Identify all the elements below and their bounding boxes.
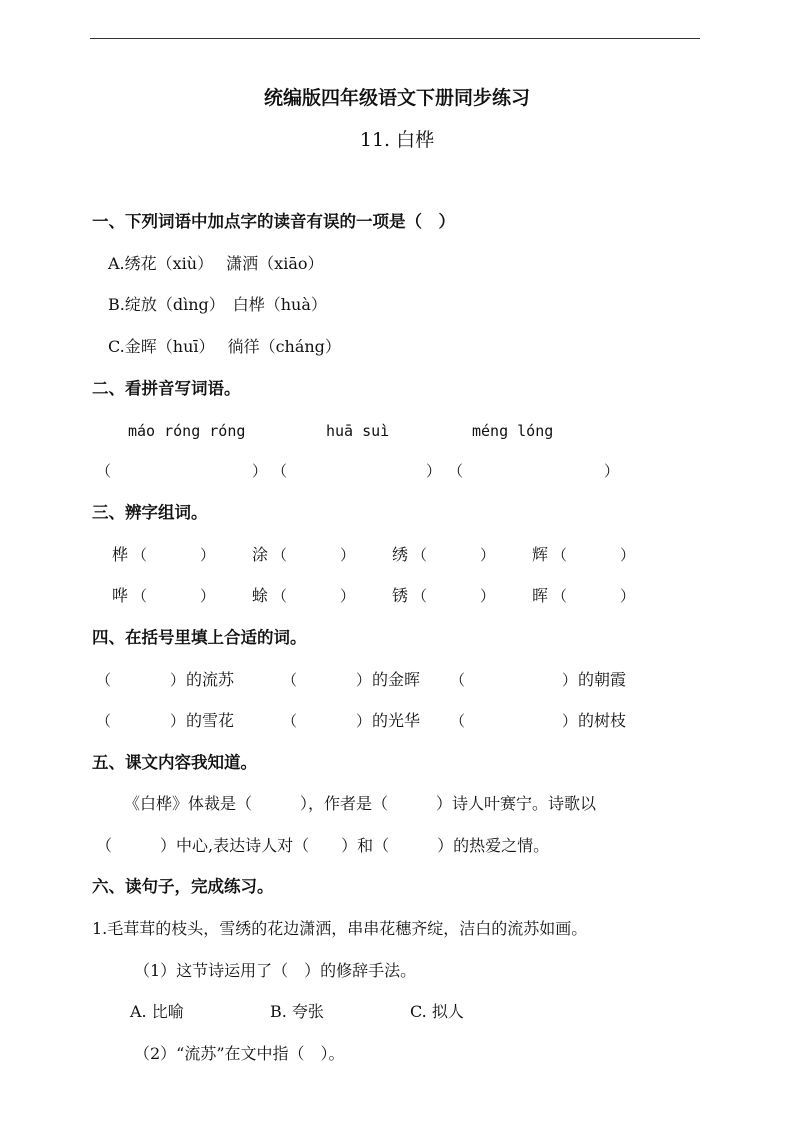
q1-option-c: C.金晖（huī） 徜徉（cháng）: [108, 337, 341, 356]
q6-sub-question-2: （2）“流苏”在文中指（ ）。: [134, 1044, 345, 1063]
q6-heading: 六、读句子，完成练习。: [92, 877, 274, 896]
q4-blank-close: ）: [562, 671, 578, 689]
q6-choice-c: C. 拟人: [410, 1002, 464, 1021]
q4-blank-close: ）: [170, 671, 186, 689]
q4-blank-open: （: [282, 671, 298, 689]
q4-blank-open: （: [96, 712, 112, 730]
q3-blank-open: （: [552, 587, 568, 605]
q4-blank-open: （: [282, 712, 298, 730]
lesson-title: 11. 白桦: [359, 129, 435, 151]
q3-blank-open: （: [552, 546, 568, 564]
q4-item-3: 的朝霞: [578, 670, 627, 689]
q4-blank-close: ）: [356, 712, 372, 730]
q3-char-1: 桦: [112, 545, 129, 564]
q4-blank-close: ）: [562, 712, 578, 730]
q4-heading: 四、在括号里填上合适的词。: [92, 628, 307, 647]
q6-sentence: 1.毛茸茸的枝头，雪绣的花边潇洒，串串花穗齐绽，洁白的流苏如画。: [92, 919, 588, 938]
q4-blank-open: （: [450, 712, 466, 730]
q3-blank-open: （: [272, 546, 288, 564]
q4-item-5: 的光华: [372, 711, 421, 730]
q2-pinyin-1: máo róng róng: [128, 422, 246, 440]
q4-blank-open: （: [96, 671, 112, 689]
q3-blank-close: ）: [340, 546, 356, 564]
q3-blank-close: ）: [340, 587, 356, 605]
q4-blank-close: ）: [356, 671, 372, 689]
q3-char-2: 涂: [252, 545, 269, 564]
q3-blank-close: ）: [620, 587, 636, 605]
q3-blank-close: ）: [200, 546, 216, 564]
q3-char-5: 哗: [112, 586, 129, 605]
q3-blank-close: ）: [480, 546, 496, 564]
q6-sub-question-1: （1）这节诗运用了（ ）的修辞手法。: [134, 961, 417, 980]
q1-option-a: A.绣花（xiù） 潇洒（xiāo）: [108, 254, 324, 273]
q3-char-8: 晖: [532, 586, 549, 605]
q3-char-6: 蜍: [252, 586, 269, 605]
q4-blank-open: （: [450, 671, 466, 689]
q2-blank-2-open: （: [272, 462, 288, 480]
q3-blank-close: ）: [480, 587, 496, 605]
q3-char-7: 锈: [392, 586, 409, 605]
q2-blank-2-close: ）: [426, 462, 442, 480]
q3-blank-open: （: [132, 546, 148, 564]
q6-choice-a: A. 比喻: [130, 1002, 184, 1021]
q3-blank-open: （: [412, 546, 428, 564]
q4-item-6: 的树枝: [578, 711, 627, 730]
q2-blank-1-open: （: [96, 462, 112, 480]
q3-char-4: 辉: [532, 545, 549, 564]
q2-pinyin-2: huā suì: [326, 422, 390, 440]
q3-blank-open: （: [132, 587, 148, 605]
q4-item-2: 的金晖: [372, 670, 421, 689]
q3-heading: 三、辨字组词。: [92, 503, 208, 522]
q4-blank-close: ）: [170, 712, 186, 730]
q1-option-b: B.绽放（dìng） 白桦（huà）: [108, 295, 327, 314]
q2-blank-3-open: （: [448, 462, 464, 480]
q4-item-1: 的流苏: [186, 670, 235, 689]
q3-char-3: 绣: [392, 545, 409, 564]
q2-heading: 二、看拼音写词语。: [92, 379, 241, 398]
q2-pinyin-3: méng lóng: [472, 422, 554, 440]
q3-blank-open: （: [272, 587, 288, 605]
q3-blank-close: ）: [200, 587, 216, 605]
q5-line-2: （ ）中心,表达诗人对（ ）和（ ）的热爱之情。: [96, 836, 550, 855]
q2-blank-1-close: ）: [252, 462, 268, 480]
q4-item-4: 的雪花: [186, 711, 235, 730]
q2-blank-3-close: ）: [604, 462, 620, 480]
q5-line-1: 《白桦》体裁是（ ），作者是（ ）诗人叶赛宁。诗歌以: [124, 794, 597, 813]
q3-blank-close: ）: [620, 546, 636, 564]
q6-choice-b: B. 夸张: [270, 1002, 324, 1021]
q5-heading: 五、课文内容我知道。: [92, 753, 257, 772]
q3-blank-open: （: [412, 587, 428, 605]
page-title: 统编版四年级语文下册同步练习: [263, 87, 530, 109]
q1-heading: 一、下列词语中加点字的读音有误的一项是（ ）: [92, 212, 455, 231]
header-rule: [90, 38, 700, 39]
